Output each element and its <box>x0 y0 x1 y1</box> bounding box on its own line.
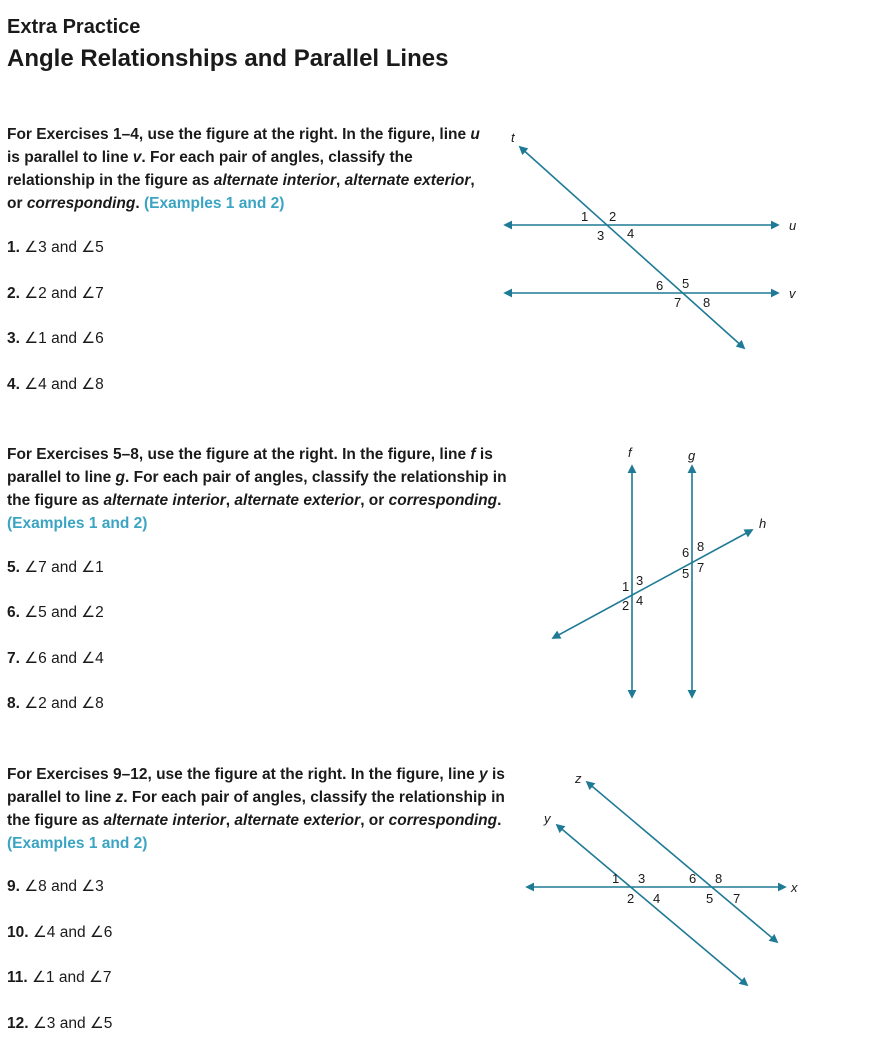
page-title: Angle Relationships and Parallel Lines <box>7 45 449 72</box>
angle-label: 7 <box>697 560 705 575</box>
angle-label: 5 <box>682 276 690 291</box>
exercise-item: 6. ∠5 and ∠2 <box>7 604 104 621</box>
section-3-intro: For Exercises 9–12, use the figure at the right. In the figure, line y is parallel to line z. For each pair of angles, classify the relationship in the figure as alternate interior, alternate exterior, or corresponding. (Examples 1 and 2) <box>7 766 505 852</box>
exercise-item: 9. ∠8 and ∠3 <box>7 878 104 895</box>
angle-label: 3 <box>636 573 644 588</box>
label-v: v <box>789 286 796 301</box>
exercise-item: 12. ∠3 and ∠5 <box>7 1015 113 1032</box>
angle-label: 6 <box>689 871 697 886</box>
line-y <box>557 825 747 985</box>
figure-1 <box>505 147 778 348</box>
angle-label: 3 <box>638 871 646 886</box>
exercise-item: 7. ∠6 and ∠4 <box>7 650 104 667</box>
angle-label: 4 <box>653 891 661 906</box>
examples-link[interactable]: (Examples 1 and 2) <box>143 195 285 212</box>
section-1-intro: For Exercises 1–4, use the figure at the right. In the figure, line u is parallel to line v. For each pair of angles, classify the relationship in the figure as alternate interior, alternate exterior, or corresponding. (Examples 1 and 2) <box>7 126 480 212</box>
angle-label: 1 <box>581 209 589 224</box>
angle-label: 5 <box>682 566 690 581</box>
exercise-item: 8. ∠2 and ∠8 <box>7 695 104 712</box>
label-f: f <box>628 445 632 460</box>
label-h: h <box>759 516 767 531</box>
angle-label: 2 <box>622 598 630 613</box>
figure-3 <box>527 782 785 985</box>
exercise-item: 5. ∠7 and ∠1 <box>7 559 104 576</box>
label-t: t <box>511 130 515 145</box>
angle-label: 6 <box>656 278 664 293</box>
exercise-item: 3. ∠1 and ∠6 <box>7 330 104 347</box>
exercise-item: 1. ∠3 and ∠5 <box>7 239 104 256</box>
exercise-item: 11. ∠1 and ∠7 <box>7 969 112 986</box>
line-z <box>587 782 777 942</box>
angle-label: 5 <box>706 891 714 906</box>
label-z: z <box>575 771 582 786</box>
page-subtitle: Extra Practice <box>7 16 141 38</box>
exercise-item: 4. ∠4 and ∠8 <box>7 376 104 393</box>
angle-label: 6 <box>682 545 690 560</box>
label-x: x <box>791 880 798 895</box>
angle-label: 1 <box>622 579 630 594</box>
label-y: y <box>544 811 551 826</box>
line-t <box>520 147 744 348</box>
line-h <box>553 530 752 638</box>
examples-link[interactable]: (Examples 1 and 2) <box>7 515 148 532</box>
exercise-item: 10. ∠4 and ∠6 <box>7 924 113 941</box>
angle-label: 1 <box>612 871 620 886</box>
examples-link[interactable]: (Examples 1 and 2) <box>7 835 148 852</box>
angle-label: 7 <box>733 891 741 906</box>
label-u: u <box>789 218 797 233</box>
angle-label: 4 <box>636 593 644 608</box>
angle-label: 8 <box>715 871 723 886</box>
label-g: g <box>688 448 696 463</box>
angle-label: 8 <box>703 295 711 310</box>
angle-label: 2 <box>627 891 635 906</box>
angle-label: 7 <box>674 295 682 310</box>
section-2-instructions <box>7 443 512 535</box>
section-2-intro: For Exercises 5–8, use the figure at the right. In the figure, line f is parallel to line g. For each pair of angles, classify the relationship in the figure as alternate interior, alternate exterior, or corresponding. (Examples 1 and 2) <box>7 446 507 532</box>
exercise-item: 2. ∠2 and ∠7 <box>7 285 104 302</box>
figure-2 <box>553 466 752 697</box>
angle-label: 8 <box>697 539 705 554</box>
angle-label: 2 <box>609 209 617 224</box>
angle-label: 4 <box>627 226 635 241</box>
angle-label: 3 <box>597 228 605 243</box>
section-3-instructions <box>7 763 512 855</box>
